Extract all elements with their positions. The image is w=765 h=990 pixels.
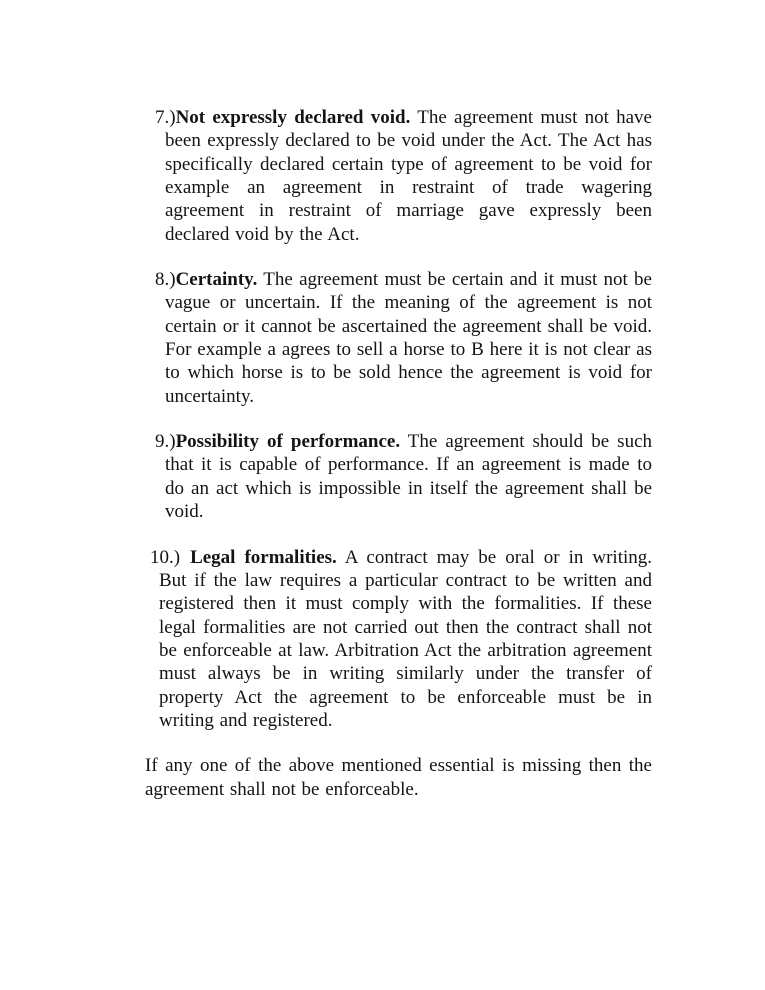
item-heading-10: Legal formalities. bbox=[190, 546, 337, 568]
list-item-7 bbox=[145, 106, 652, 246]
list-item-8 bbox=[145, 268, 652, 408]
item-body-7: The agreement must not have been expressly declared to be void under the Act. The Act has specifically declared certain type of agreement to be void for example an agreement in restraint of trade wagering agreement in restraint of marriage gave expressly been declared void by the Act. bbox=[165, 107, 652, 245]
closing-paragraph: If any one of the above mentioned essential is missing then the agreement shall not be enforceable. bbox=[145, 755, 652, 800]
item-heading-7: Not expressly declared void. bbox=[175, 107, 411, 128]
list-item-10 bbox=[145, 546, 652, 733]
item-number-7: 7.) bbox=[155, 107, 176, 128]
item-number-10: 10.) bbox=[150, 546, 181, 568]
item-heading-9: Possibility of performance. bbox=[175, 431, 401, 453]
item-number-9: 9.) bbox=[155, 431, 176, 453]
list-item-9 bbox=[145, 430, 652, 523]
document-page bbox=[145, 106, 652, 801]
item-body-8: The agreement must be certain and it must not be vague or uncertain. If the meaning of the agreement is not certain or it cannot be ascertained the agreement shall be void. For example a agrees to sell a horse to B here it is not clear as to which horse is to be sold hence the agreement is void for uncertainty. bbox=[165, 269, 652, 407]
item-heading-8: Certainty. bbox=[175, 269, 258, 291]
item-body-9: The agreement should be such that it is capable of performance. If an agreement is made to do an act which is impossible in itself the agreement shall be void. bbox=[165, 431, 652, 523]
item-number-8: 8.) bbox=[155, 269, 176, 291]
item-body-10: A contract may be oral or in writing. But if the law requires a particular contract to be written and registered then it must comply with the formalities. If these legal formalities are not carried out then the contract shall not be enforceable at law. Arbitration Act the arbitration agreement must always be in writing similarly under the transfer of property Act the agreement to be enforceable must be in writing and registered. bbox=[159, 546, 652, 731]
